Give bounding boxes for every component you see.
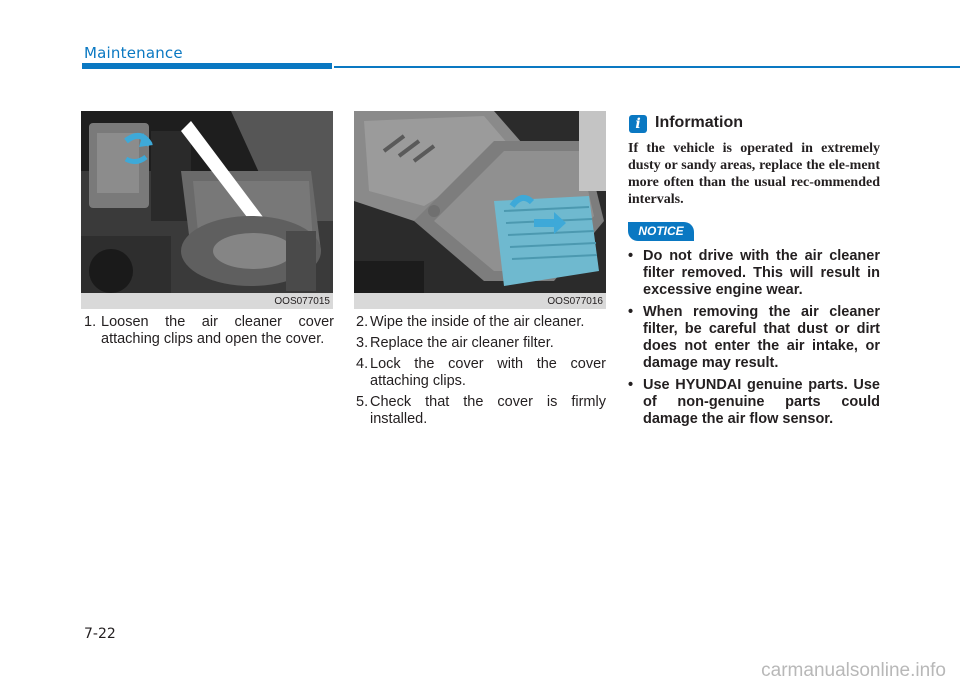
step-item (84, 314, 334, 348)
information-title: Information (655, 114, 743, 131)
step-number: 2. (356, 314, 369, 330)
notice-item (628, 248, 880, 299)
section-title: Maintenance (84, 44, 183, 62)
step-text: Wipe the inside of the air cleaner. (370, 314, 585, 330)
bullet-icon: • (628, 304, 634, 320)
bullet-icon: • (628, 377, 634, 393)
step-text: Loosen the air cleaner cover attaching clips and open the cover. (101, 314, 334, 347)
header-rule-thick (82, 63, 332, 69)
notice-item (628, 377, 880, 428)
notice-item-text: Do not drive with the air cleaner filter removed. This will result in excessive engine wear. (643, 248, 880, 298)
photo-replace-filter (354, 111, 606, 309)
notice-badge: NOTICE (628, 222, 694, 241)
figure-code: OOS077016 (547, 296, 603, 307)
step-item (356, 356, 606, 390)
photo-loosen-clips (81, 111, 333, 309)
bullet-icon: • (628, 248, 634, 264)
figure-code-strip (354, 293, 606, 309)
step-item (356, 335, 606, 352)
info-icon: i (629, 115, 647, 133)
notice-list (628, 248, 880, 433)
header-rule-thin (334, 66, 960, 68)
steps-middle-column (356, 314, 606, 432)
step-number: 3. (356, 335, 369, 351)
page-number: 7-22 (84, 626, 116, 642)
engine-bay-image (81, 111, 333, 309)
figure-code-strip (81, 293, 333, 309)
steps-left-column (84, 314, 334, 352)
watermark[interactable]: carmanualsonline.info (761, 660, 946, 681)
figure-code: OOS077015 (274, 296, 330, 307)
step-item (356, 314, 606, 331)
notice-item-text: When removing the air cleaner filter, be careful that dust or dirt does not enter the air intake, or damage may result. (643, 304, 880, 371)
step-number: 1. (84, 314, 97, 330)
notice-item (628, 304, 880, 372)
step-text: Check that the cover is firmly installed. (370, 394, 606, 427)
notice-item-text: Use HYUNDAI genuine parts. Use of non-genuine parts could damage the air flow sensor. (643, 377, 880, 427)
step-text: Replace the air cleaner filter. (370, 335, 554, 351)
step-text: Lock the cover with the cover attaching clips. (370, 356, 606, 389)
step-item (356, 394, 606, 428)
step-number: 4. (356, 356, 369, 372)
step-number: 5. (356, 394, 369, 410)
air-cleaner-image (354, 111, 606, 309)
information-text: If the vehicle is operated in extremely dusty or sandy areas, replace the ele-ment more often than the usual rec-ommended intervals. (628, 141, 880, 207)
